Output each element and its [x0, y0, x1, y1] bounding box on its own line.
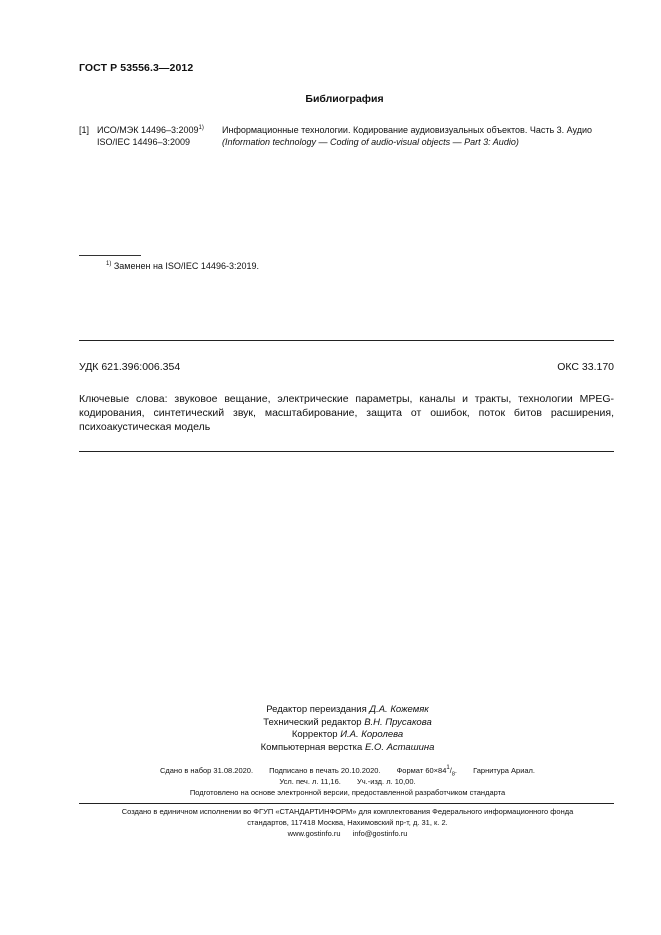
print-prepared: Подготовлено на основе электронной версии, предоставленной разработчиком стандарта — [189, 788, 506, 797]
credit-name: В.Н. Прусакова — [364, 716, 432, 728]
oks-code: ОКС 33.170 — [557, 361, 614, 373]
footnote-ref-mark: 1) — [198, 125, 204, 131]
print-format: Формат $60\times 84^1/_8$. — [396, 765, 457, 778]
publisher-line1: Создано в единичном исполнении во ФГУП «СТАНДАРТИНФОРМ» для комплектования Федерального информационного фонда — [121, 807, 574, 816]
credit-role: Корректор — [291, 729, 338, 740]
credit-row — [34, 717, 661, 730]
reference-code-ru-text: ИСО/МЭК 14496–3:2009 — [97, 125, 199, 135]
credit-row — [34, 742, 661, 755]
footnote-text: Заменен на ISO/IEC 14496-3:2019. — [113, 261, 259, 271]
credit-name: Е.О. Асташина — [364, 741, 435, 753]
reference-number: [1] — [79, 125, 90, 135]
print-typeset: Сдано в набор 31.08.2020. — [159, 766, 254, 775]
footnote-separator — [79, 255, 141, 256]
credit-row — [34, 704, 661, 717]
publisher-email[interactable]: info@gostinfo.ru — [352, 829, 408, 838]
divider-publisher — [79, 803, 614, 804]
credit-role: Компьютерная верстка — [260, 741, 363, 753]
credit-row — [34, 729, 661, 742]
reference-code-ru — [97, 125, 204, 135]
divider-top — [79, 340, 614, 341]
reference-title-en: (Information technology — Coding of audio-visual objects — Part 3: Audio) — [222, 137, 519, 147]
publisher-contacts — [0, 828, 661, 839]
credit-name: Д.А. Кожемяк — [369, 704, 429, 715]
keywords: Ключевые слова: звуковое вещание, электрические параметры, каналы и тракты, технологии MPEG-кодирования, синтетический звук, масштабирование, защита от ошибок, поток битов расширения, психоакустическая модель — [79, 393, 614, 433]
print-typeface: Гарнитура Ариал. — [473, 766, 536, 775]
publisher-website[interactable]: www.gostinfo.ru — [287, 829, 341, 838]
credit-role: Редактор переиздания — [266, 704, 367, 715]
print-signed: Подписано в печать 20.10.2020. — [269, 766, 381, 775]
standard-id: ГОСТ Р 53556.3—2012 — [79, 62, 194, 74]
udk-code: УДК 621.396:006.354 — [79, 361, 181, 373]
footnote — [106, 261, 259, 271]
divider-keywords — [79, 451, 614, 452]
footnote-mark: 1) — [106, 261, 112, 267]
credit-role: Технический редактор — [263, 716, 362, 728]
reference-code-en: ISO/IEC 14496–3:2009 — [97, 137, 191, 147]
print-sheets-row — [0, 776, 661, 787]
bibliography-title: Библиография — [305, 93, 384, 105]
credit-name: И.А. Королева — [340, 729, 404, 740]
reference-title-ru: Информационные технологии. Кодирование аудиовизуальных объектов. Часть 3. Аудио — [222, 125, 593, 135]
print-sheets: Усл. печ. л. 11,16. — [279, 777, 341, 786]
publisher-line2: стандартов, 117418 Москва, Нахимовский пр-т, д. 31, к. 2. — [247, 818, 448, 827]
credits-block — [0, 704, 661, 754]
print-edition-sheets: Уч.-изд. л. 10,00. — [356, 777, 416, 786]
